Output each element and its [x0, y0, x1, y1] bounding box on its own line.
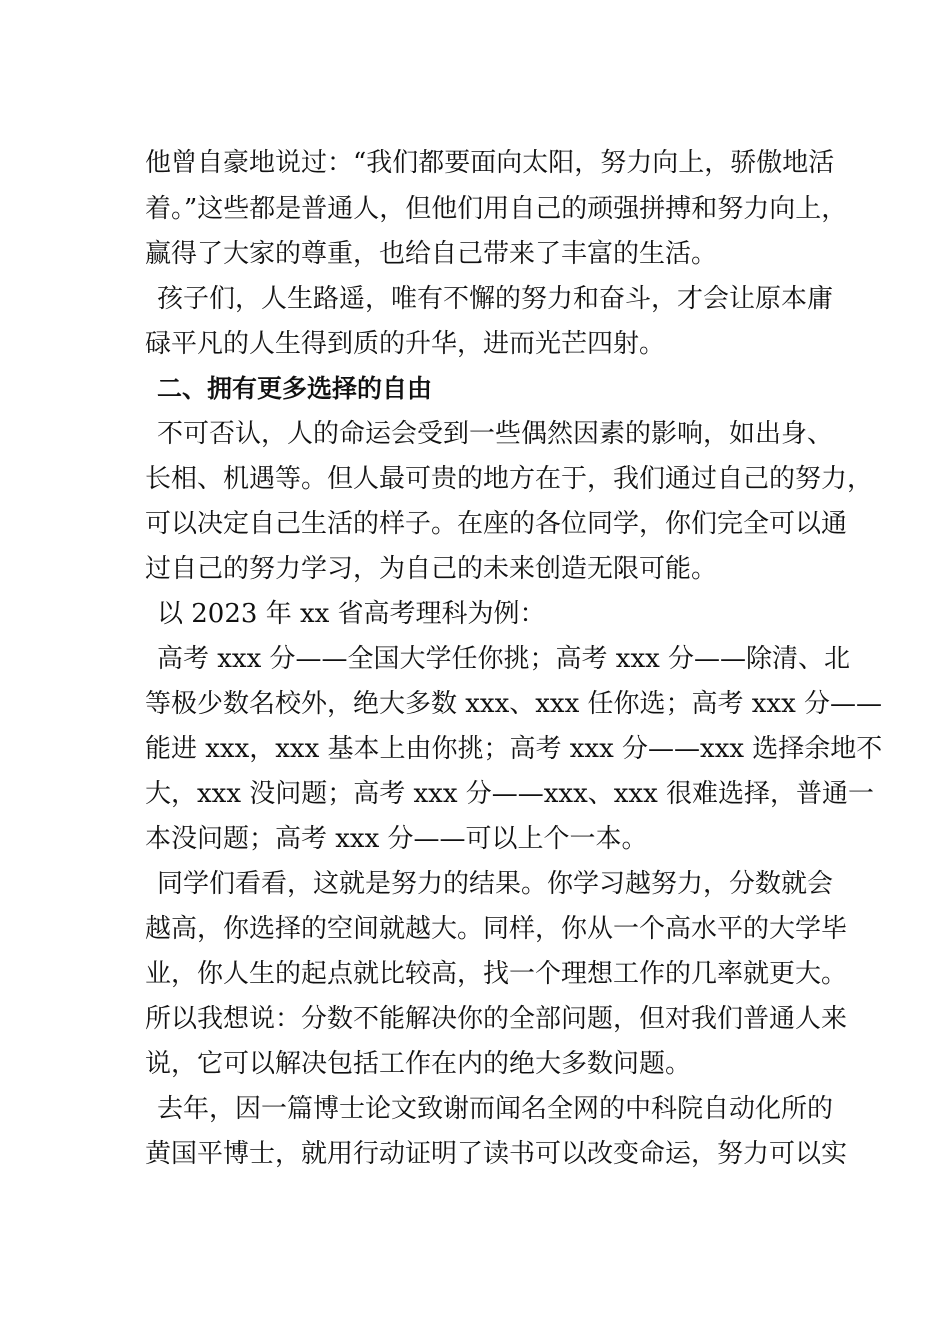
paragraph-line: 黄国平博士，就用行动证明了读书可以改变命运，努力可以实	[145, 1139, 848, 1169]
paragraph-line: 业，你人生的起点就比较高，找一个理想工作的几率就更大。	[145, 959, 848, 989]
paragraph-line: 不可否认，人的命运会受到一些偶然因素的影响，如出身、	[157, 419, 834, 449]
paragraph-line: 他曾自豪地说过：“我们都要面向太阳，努力向上，骄傲地活	[145, 148, 835, 178]
section-heading: 二、拥有更多选择的自由	[157, 374, 433, 403]
paragraph-line: 孩子们，人生路遥，唯有不懈的努力和奋斗，才会让原本庸	[157, 284, 834, 314]
paragraph-line: 赢得了大家的尊重，也给自己带来了丰富的生活。	[145, 239, 718, 269]
paragraph-line: 长相、机遇等。但人最可贵的地方在于，我们通过自己的努力，	[145, 464, 874, 494]
paragraph-line: 过自己的努力学习，为自己的未来创造无限可能。	[145, 554, 718, 584]
paragraph-line: 本没问题；高考 xxx 分——可以上个一本。	[145, 824, 648, 854]
paragraph-line: 高考 xxx 分——全国大学任你挑；高考 xxx 分——除清、北	[157, 644, 851, 674]
paragraph-line: 大，xxx 没问题；高考 xxx 分——xxx、xxx 很难选择，普通一	[145, 779, 875, 809]
paragraph-line: 可以决定自己生活的样子。在座的各位同学，你们完全可以通	[145, 509, 848, 539]
paragraph-line: 碌平凡的人生得到质的升华，进而光芒四射。	[145, 329, 666, 359]
paragraph-line: 着。”这些都是普通人，但他们用自己的顽强拼搏和努力向上，	[145, 194, 848, 224]
paragraph-line: 能进 xxx，xxx 基本上由你挑；高考 xxx 分——xxx 选择余地不	[145, 734, 883, 764]
paragraph-line: 所以我想说：分数不能解决你的全部问题，但对我们普通人来	[145, 1004, 848, 1034]
paragraph-line: 同学们看看，这就是努力的结果。你学习越努力，分数就会	[157, 869, 834, 899]
paragraph-line: 越高，你选择的空间就越大。同样，你从一个高水平的大学毕	[145, 914, 848, 944]
paragraph-line: 等极少数名校外，绝大多数 xxx、xxx 任你选；高考 xxx 分——	[145, 689, 883, 719]
paragraph-line: 说，它可以解决包括工作在内的绝大多数问题。	[145, 1049, 692, 1079]
paragraph-line: 去年，因一篇博士论文致谢而闻名全网的中科院自动化所的	[157, 1094, 834, 1124]
paragraph-line: 以 2023 年 xx 省高考理科为例：	[157, 599, 546, 629]
